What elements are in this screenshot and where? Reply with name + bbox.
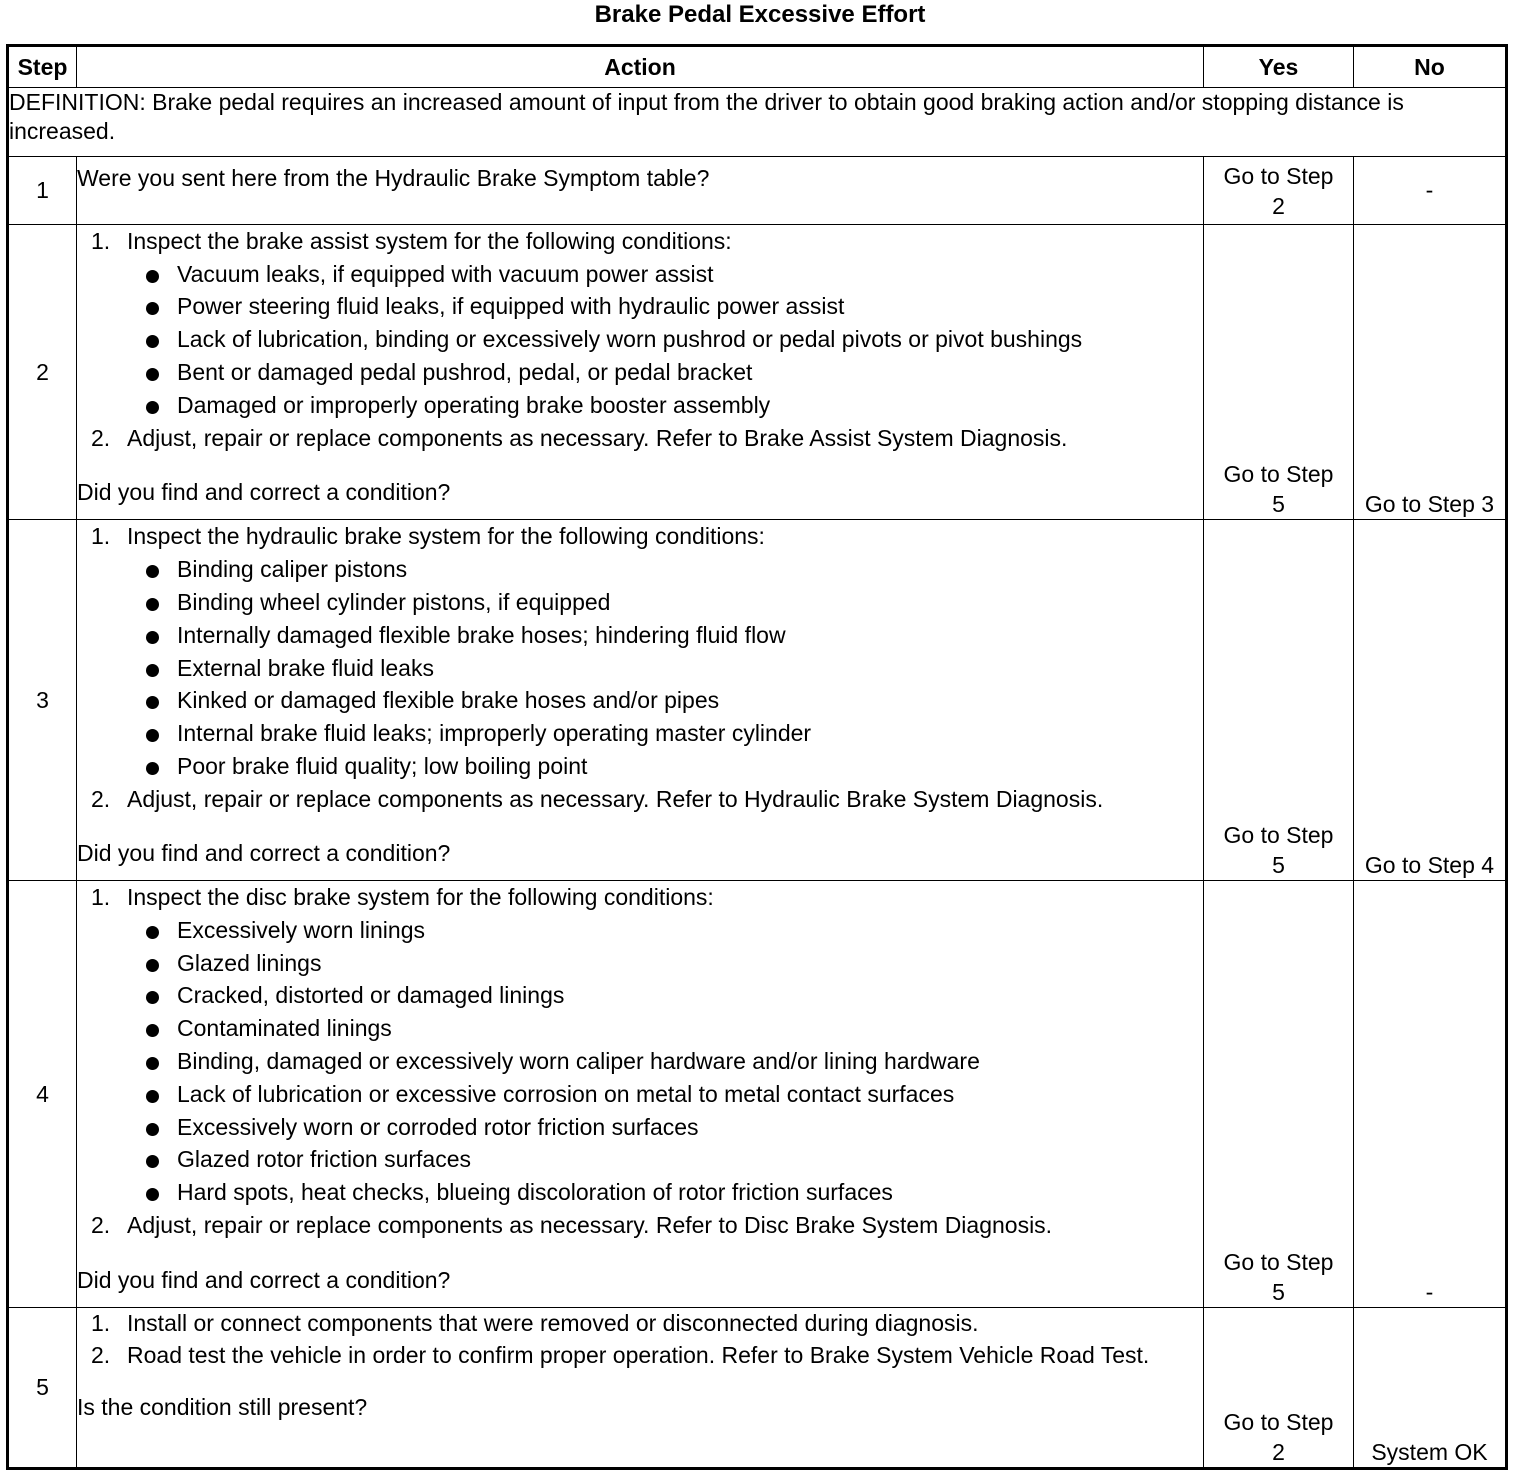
yes-line: 5 <box>1272 1279 1285 1306</box>
yes-line: Go to Step <box>1223 162 1334 189</box>
condition-item: Binding caliper pistons <box>127 553 1203 586</box>
condition-list <box>127 914 1203 1209</box>
condition-item: Glazed rotor friction surfaces <box>127 1143 1203 1176</box>
condition-item: Glazed linings <box>127 947 1203 980</box>
condition-item: Internally damaged flexible brake hoses; hindering fluid flow <box>127 619 1203 652</box>
no-cell: Go to Step 4 <box>1354 520 1507 881</box>
yes-cell <box>1204 881 1354 1308</box>
header-row <box>8 46 1507 88</box>
list-item <box>77 881 1203 1209</box>
item-text: Inspect the disc brake system for the following conditions: <box>127 884 714 911</box>
yes-line: Go to Step <box>1223 461 1334 488</box>
yes-line: 2 <box>1272 1439 1285 1465</box>
item-text: Inspect the brake assist system for the following conditions: <box>127 227 732 254</box>
bullet-icon <box>146 401 159 414</box>
bullet-icon <box>146 598 159 611</box>
no-cell: - <box>1354 156 1507 224</box>
yes-line: Go to Step <box>1223 1249 1334 1276</box>
diagnostic-table <box>6 44 1508 1470</box>
condition-item: Excessively worn or corroded rotor friction surfaces <box>127 1111 1203 1144</box>
instruction-list <box>77 1308 1203 1370</box>
header-no: No <box>1354 46 1507 88</box>
no-cell: Go to Step 3 <box>1354 224 1507 519</box>
bullet-icon <box>146 729 159 742</box>
step-number: 5 <box>8 1308 77 1469</box>
bullet-icon <box>146 762 159 775</box>
instruction-list <box>77 225 1203 455</box>
item-text: Adjust, repair or replace components as necessary. Refer to Hydraulic Brake System Diagnosis. <box>127 785 1104 812</box>
document-title: Brake Pedal Excessive Effort <box>594 1 926 28</box>
action-cell <box>77 224 1204 519</box>
item-number: 2. <box>91 424 111 451</box>
action-cell <box>77 881 1204 1308</box>
condition-item: Bent or damaged pedal pushrod, pedal, or pedal bracket <box>127 356 1203 389</box>
bullet-icon <box>146 1155 159 1168</box>
header-yes: Yes <box>1204 46 1354 88</box>
list-item <box>77 225 1203 422</box>
step-number: 1 <box>8 156 77 224</box>
bullet-icon <box>146 1188 159 1201</box>
item-number: 2. <box>91 1342 111 1369</box>
item-text: Install or connect components that were removed or disconnected during diagnosis. <box>127 1310 979 1337</box>
bullet-icon <box>146 1057 159 1070</box>
condition-item: Lack of lubrication, binding or excessively worn pushrod or pedal pivots or pivot bushings <box>127 323 1203 356</box>
action-cell <box>77 520 1204 881</box>
condition-list <box>127 553 1203 783</box>
bullet-icon <box>146 368 159 381</box>
yes-line: 5 <box>1272 491 1285 518</box>
condition-item: Poor brake fluid quality; low boiling point <box>127 750 1203 783</box>
yes-cell <box>1204 1308 1354 1469</box>
header-action: Action <box>77 46 1204 88</box>
step-number: 2 <box>8 224 77 519</box>
bullet-icon <box>146 335 159 348</box>
condition-item: Hard spots, heat checks, blueing discoloration of rotor friction surfaces <box>127 1176 1203 1209</box>
list-item <box>77 422 1203 455</box>
item-text: Adjust, repair or replace components as necessary. Refer to Disc Brake System Diagnosis. <box>127 1212 1053 1239</box>
condition-item: Contaminated linings <box>127 1012 1203 1045</box>
condition-item: Cracked, distorted or damaged linings <box>127 979 1203 1012</box>
yes-cell <box>1204 224 1354 519</box>
bullet-icon <box>146 302 159 315</box>
question-text: Were you sent here from the Hydraulic Brake Symptom table? <box>77 164 710 191</box>
bullet-icon <box>146 991 159 1004</box>
question-text: Did you find and correct a condition? <box>77 1266 451 1293</box>
condition-item: Damaged or improperly operating brake booster assembly <box>127 389 1203 422</box>
item-number: 1. <box>91 884 111 911</box>
table-row <box>8 881 1507 1308</box>
action-cell <box>77 1308 1204 1469</box>
question-text: Did you find and correct a condition? <box>77 479 451 506</box>
condition-item: Excessively worn linings <box>127 914 1203 947</box>
instruction-list <box>77 520 1203 815</box>
yes-cell <box>1204 156 1354 224</box>
bullet-icon <box>146 1024 159 1037</box>
condition-item: Lack of lubrication or excessive corrosion on metal to metal contact surfaces <box>127 1078 1203 1111</box>
step-number: 3 <box>8 520 77 881</box>
action-cell <box>77 156 1204 224</box>
list-item <box>77 1308 1203 1338</box>
item-text: Adjust, repair or replace components as necessary. Refer to Brake Assist System Diagnosis. <box>127 424 1068 451</box>
item-number: 2. <box>91 1212 111 1239</box>
bullet-icon <box>146 926 159 939</box>
instruction-list <box>77 881 1203 1242</box>
definition-text: DEFINITION: Brake pedal requires an increased amount of input from the driver to obtain good braking action and/or stopping distance is increased. <box>8 88 1507 156</box>
bullet-icon <box>146 664 159 677</box>
item-number: 1. <box>91 1310 111 1337</box>
list-item <box>77 783 1203 816</box>
bullet-icon <box>146 696 159 709</box>
list-item <box>77 1209 1203 1242</box>
condition-item: Binding, damaged or excessively worn caliper hardware and/or lining hardware <box>127 1045 1203 1078</box>
item-number: 2. <box>91 785 111 812</box>
definition-row <box>8 88 1507 156</box>
item-number: 1. <box>91 523 111 550</box>
header-step: Step <box>8 46 77 88</box>
condition-item: Power steering fluid leaks, if equipped with hydraulic power assist <box>127 290 1203 323</box>
yes-line: Go to Step <box>1223 822 1334 849</box>
item-text: Road test the vehicle in order to confirm proper operation. Refer to Brake System Vehicle Road Test. <box>127 1342 1150 1369</box>
bullet-icon <box>146 1090 159 1103</box>
table-row <box>8 520 1507 881</box>
bullet-icon <box>146 631 159 644</box>
yes-line: Go to Step <box>1223 1409 1334 1435</box>
condition-item: Vacuum leaks, if equipped with vacuum power assist <box>127 258 1203 291</box>
table-row <box>8 156 1507 224</box>
yes-line: 5 <box>1272 852 1285 879</box>
table-row <box>8 224 1507 519</box>
bullet-icon <box>146 1123 159 1136</box>
bullet-icon <box>146 565 159 578</box>
table-row <box>8 1308 1507 1469</box>
item-text: Inspect the hydraulic brake system for the following conditions: <box>127 523 765 550</box>
step-number: 4 <box>8 881 77 1308</box>
yes-line: 2 <box>1272 192 1285 219</box>
list-item <box>77 520 1203 782</box>
item-number: 1. <box>91 227 111 254</box>
condition-item: Binding wheel cylinder pistons, if equipped <box>127 586 1203 619</box>
bullet-icon <box>146 270 159 283</box>
condition-list <box>127 258 1203 422</box>
bullet-icon <box>146 959 159 972</box>
no-cell: - <box>1354 881 1507 1308</box>
question-text: Did you find and correct a condition? <box>77 840 451 867</box>
yes-cell <box>1204 520 1354 881</box>
list-item <box>77 1340 1203 1370</box>
question-text: Is the condition still present? <box>77 1394 368 1421</box>
no-cell: System OK <box>1354 1308 1507 1469</box>
condition-item: External brake fluid leaks <box>127 652 1203 685</box>
condition-item: Internal brake fluid leaks; improperly operating master cylinder <box>127 717 1203 750</box>
condition-item: Kinked or damaged flexible brake hoses and/or pipes <box>127 684 1203 717</box>
